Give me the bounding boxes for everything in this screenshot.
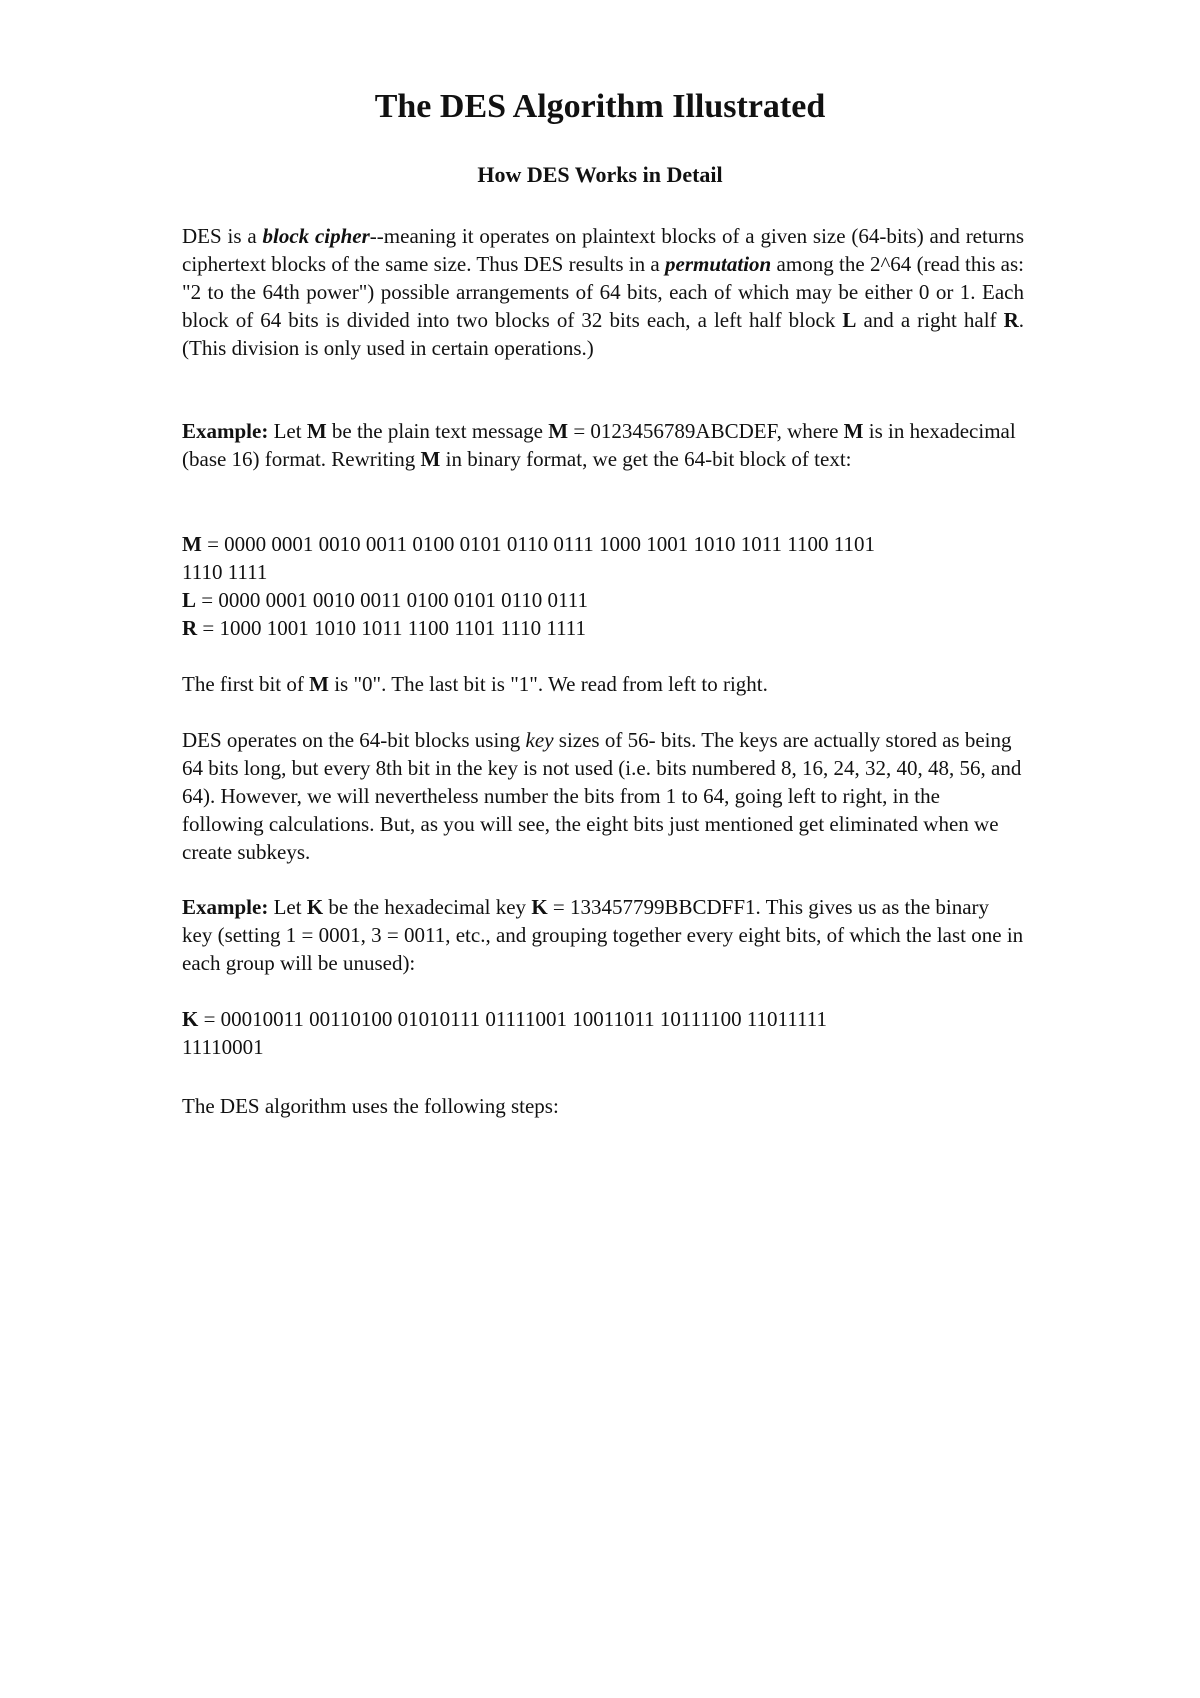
intro-text-5: . (This division is only used in certain operations.) [182,308,1025,360]
section-heading: How DES Works in Detail [477,162,723,187]
example-text-1: Let [268,419,307,443]
intro-text-1: DES is a [182,224,263,248]
example-key-paragraph [182,893,1024,977]
symbol-k: K [182,1007,199,1031]
example-text-4: is in hexadecimal (base 16) format. Rewriting [182,419,1016,471]
symbol-r: R [182,616,198,640]
binary-message-block [182,530,1024,642]
example-label: Example: [182,895,269,919]
key-size-paragraph [182,726,1024,866]
binary-m-value: = 0000 0001 0010 0011 0100 0101 0110 0111 1000 1001 1010 1011 1100 1101 [201,532,875,556]
intro-paragraph [182,222,1024,362]
example-label: Example: [182,419,269,443]
example-key-text-3: = 133457799BBCDFF1. This gives us as the binary key (setting 1 = 0001, 3 = 0011, etc., and grouping together every eight bits, of which the last one in each group will be unused): [182,895,1024,975]
first-bit-paragraph [182,670,1024,698]
term-key: key [525,728,554,752]
example-text-3: = 0123456789ABCDEF, where [568,419,844,443]
symbol-m: M [843,419,864,443]
binary-m-continuation: 1110 1111 [182,560,268,584]
binary-key-block [182,1005,1024,1061]
binary-m-line [182,530,1024,558]
page-title: The DES Algorithm Illustrated [374,88,826,125]
symbol-k: K [531,895,548,919]
symbol-l: L [182,588,197,612]
symbol-l: L [842,308,857,332]
symbol-m: M [420,447,441,471]
first-bit-text-1: The first bit of [182,672,310,696]
symbol-r: R [1003,308,1019,332]
binary-l-value: = 0000 0001 0010 0011 0100 0101 0110 0111 [196,588,588,612]
example-message-paragraph [182,417,1024,473]
term-block-cipher: block cipher [262,224,370,248]
example-key-text-2: be the hexadecimal key [323,895,532,919]
intro-text-4: and a right half [856,308,1004,332]
key-text-2: sizes of 56- bits. The keys are actually stored as being 64 bits long, but every 8th bit in the key is not used (i.e. bits numbered 8, 16, 24, 32, 40, 48, 56, and 64). However, we will nevertheless number the bits from 1 to 64, going left to right, in the following calculations. But, as you will see, the eight bits just mentioned get eliminated when we create subkeys. [182,728,1022,864]
symbol-m: M [182,532,202,556]
term-permutation: permutation [665,252,772,276]
binary-k-line [182,1005,1024,1033]
example-text-5: in binary format, we get the 64-bit block of text: [440,447,852,471]
key-text-1: DES operates on the 64-bit blocks using [182,728,526,752]
symbol-m: M [309,672,329,696]
binary-r-line [182,614,1024,642]
symbol-m: M [306,419,327,443]
closing-paragraph: The DES algorithm uses the following steps: [182,1094,559,1118]
binary-r-value: = 1000 1001 1010 1011 1100 1101 1110 1111 [197,616,587,640]
intro-text-3: among the 2^64 (read this as: "2 to the 64th power") possible arrangements of 64 bits, each of which may be either 0 or 1. Each block of 64 bits is divided into two blocks of 32 bits each, a left half block [182,252,1024,332]
binary-k-continuation: 11110001 [182,1035,264,1059]
symbol-k: K [306,895,324,919]
example-key-text-1: Let [268,895,307,919]
example-text-2: be the plain text message [326,419,549,443]
binary-l-line [182,586,1024,614]
symbol-m: M [548,419,569,443]
binary-k-value: = 00010011 00110100 01010111 01111001 10011011 10111100 11011111 [198,1007,827,1031]
first-bit-text-2: is "0". The last bit is "1". We read from left to right. [328,672,768,696]
intro-text-2: --meaning it operates on plaintext blocks of a given size (64-bits) and returns ciphertext blocks of the same size. Thus DES results in a [182,224,1025,276]
